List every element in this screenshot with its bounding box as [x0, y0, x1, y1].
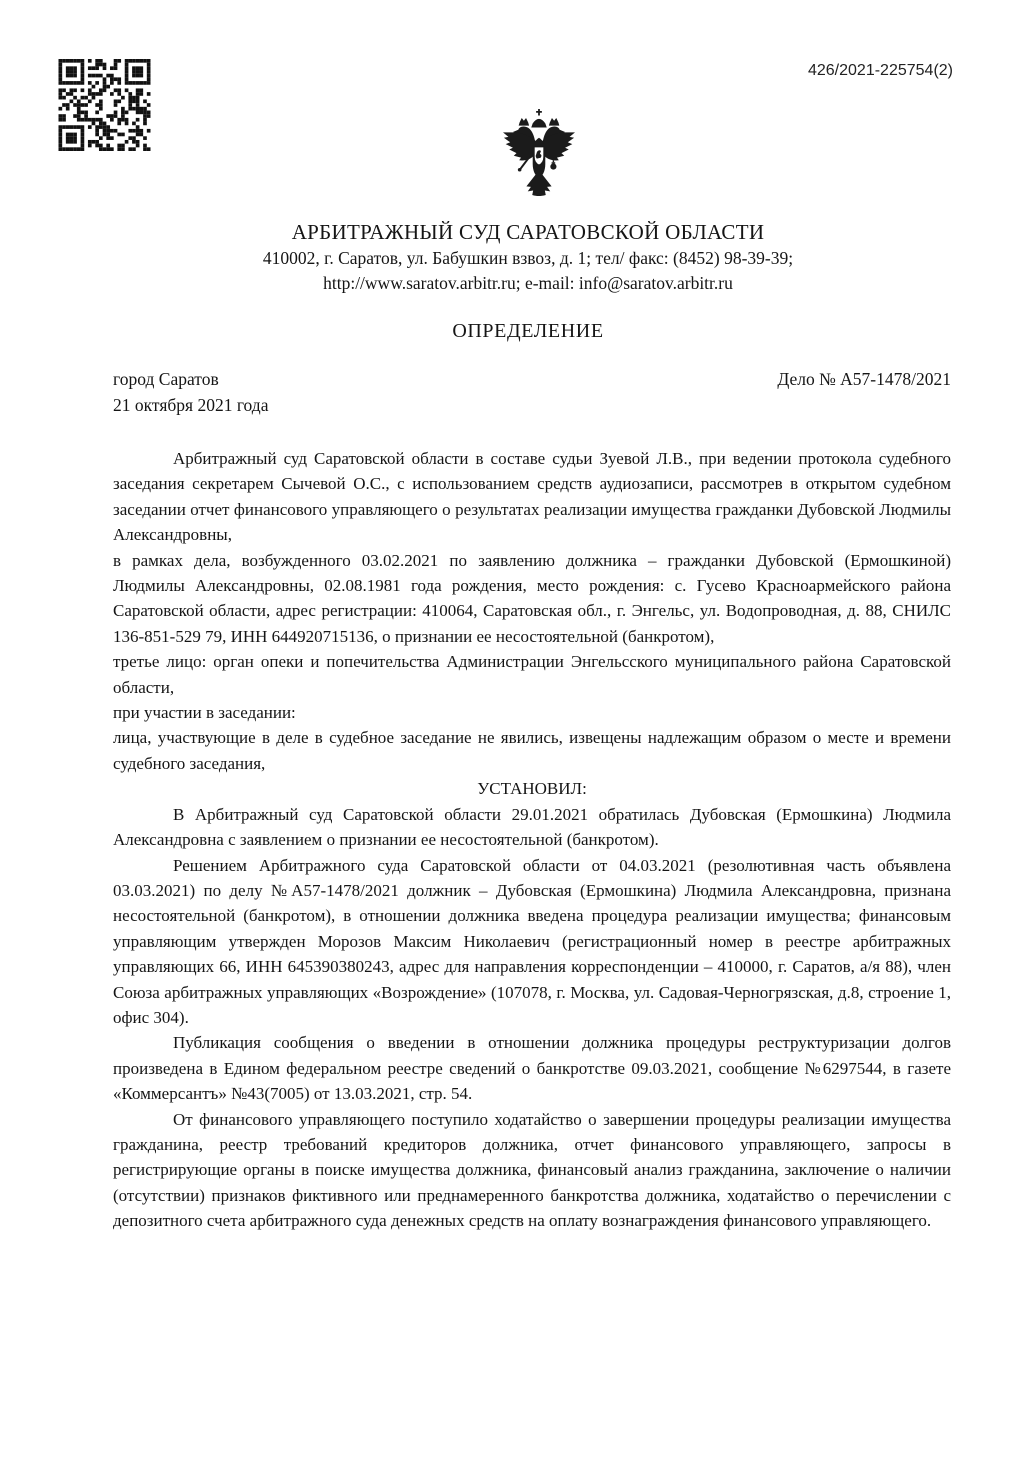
body-paragraph: при участии в заседании: — [113, 703, 296, 723]
body-paragraph: От финансового управляющего поступило ходатайство о завершении процедуры реализации имущества гражданина, реестр требований кредиторов должника, отчет финансового управляющего, запросы в регистрирующие органы в поиске имущества должника, финансовый анализ гражданина, заключение о наличии (отсутствии) признаков фиктивного или преднамеренного банкротства должника, ходатайство о перечислении с депозитного счета арбитражного суда денежных средств на оплату вознаграждения финансового управляющего. — [113, 1109, 951, 1231]
body-paragraph: Решением Арбитражного суда Саратовской области от 04.03.2021 (резолютивная часть объявлена 03.03.2021) по делу №А57-1478/2021 должник – Дубовская (Ермошкина) Людмила Александровна, признана несостоятельной (банкротом), в отношении должника введена процедура реализации имущества; финансовым управляющим утвержден Морозов Максим Николаевич (регистрационный номер в реестре арбитражных управляющих 66, ИНН 645390380243, адрес для направления корреспонденции – 410000, г. Саратов, а/я 88), член Союза арбитражных управляющих «Возрождение» (107078, г. Москва, ул. Садовая-Черногрязская, д.8, строение 1, офис 304). — [113, 855, 951, 1027]
qr-code-icon — [58, 59, 151, 151]
body-paragraph: лица, участвующие в деле в судебное заседание не явились, извещены надлежащим образом о месте и времени судебного заседания, — [113, 728, 951, 773]
document-body — [113, 446, 951, 1234]
case-date: 21 октября 2021 года — [113, 395, 269, 415]
case-number: Дело № А57-1478/2021 — [777, 369, 951, 389]
body-paragraph: в рамках дела, возбужденного 03.02.2021 по заявлению должника – гражданки Дубовской (Ермошкиной) Людмилы Александровны, 02.08.1981 года рождения, место рождения: с. Гусево Красноармейского района Саратовской области, адрес регистрации: 410064, Саратовская обл., г. Энгельс, ул. Водопроводная, д. 88, СНИЛС 136-851-529 79, ИНН 644920715136, о признании ее несостоятельной (банкротом), — [113, 550, 951, 646]
body-paragraph: В Арбитражный суд Саратовской области 29.01.2021 обратилась Дубовская (Ермошкина) Людмила Александровна с заявлением о признании ее несостоятельной (банкротом). — [113, 804, 951, 850]
body-paragraph: Публикация сообщения о введении в отношении должника процедуры реструктуризации долгов произведена в Едином федеральном реестре сведений о банкротстве 09.03.2021, сообщение №6297544, в газете «Коммерсантъ» №43(7005) от 13.03.2021, стр. 54. — [113, 1033, 951, 1104]
court-letterhead — [108, 218, 948, 296]
case-city: город Саратов — [113, 369, 219, 389]
body-paragraph: Арбитражный суд Саратовской области в составе судьи Зуевой Л.В., при ведении протокола судебного заседания секретарем Сычевой О.С., с использованием средств аудиозаписи, рассмотрев в открытом судебном заседании отчет финансового управляющего о результатах реализации имущества гражданки Дубовской Людмилы Александровны, — [113, 449, 951, 545]
court-website-email: http://www.saratov.arbitr.ru; e-mail: info@saratov.arbitr.ru — [323, 273, 733, 293]
body-paragraph: третье лицо: орган опеки и попечительства Администрации Энгельсского муниципального района Саратовской области, — [113, 652, 951, 697]
document-registration-number: 426/2021-225754(2) — [807, 62, 953, 79]
russian-coat-of-arms-icon — [494, 109, 584, 199]
case-info-row — [113, 366, 951, 392]
section-heading: УСТАНОВИЛ: — [477, 779, 587, 799]
document-type-title: ОПРЕДЕЛЕНИЕ — [452, 320, 604, 342]
court-name: АРБИТРАЖНЫЙ СУД САРАТОВСКОЙ ОБЛАСТИ — [291, 220, 765, 244]
court-address: 410002, г. Саратов, ул. Бабушкин взвоз, д. 1; тел/ факс: (8452) 98-39-39; — [262, 248, 794, 268]
